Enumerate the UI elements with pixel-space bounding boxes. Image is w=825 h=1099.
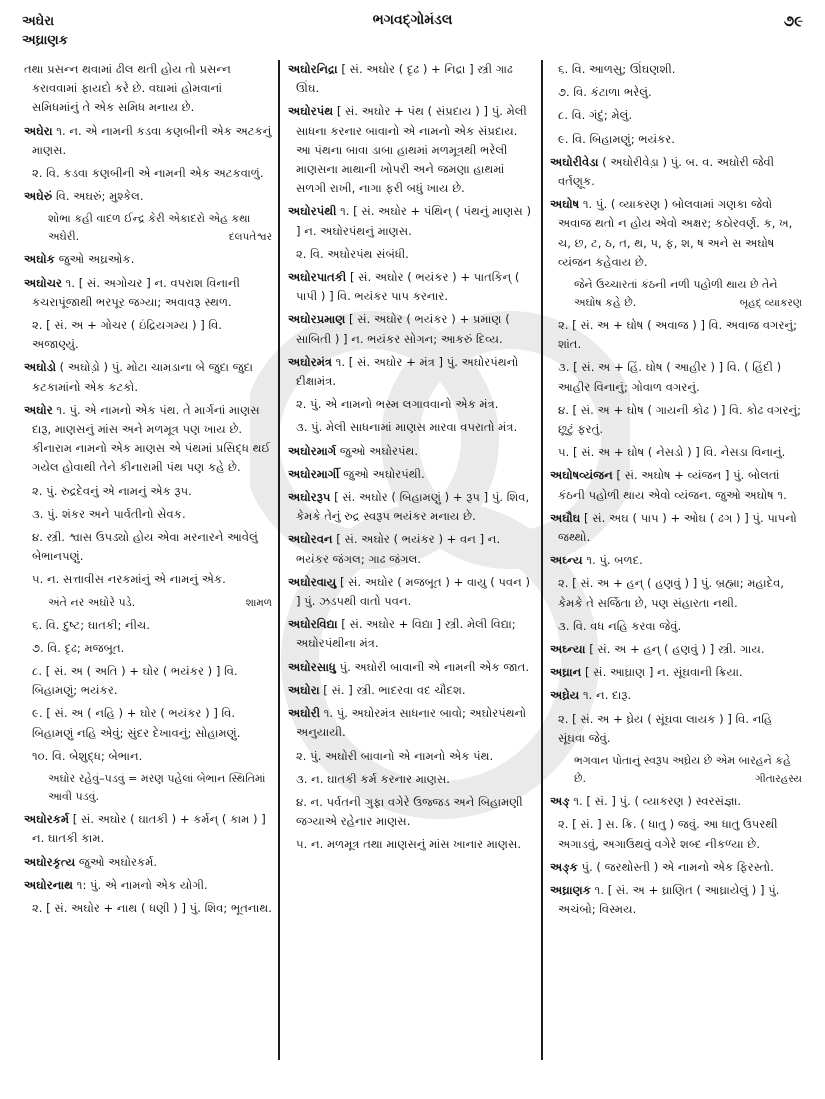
headword: અઘોર [24,402,53,417]
headword: અઘોરમાર્ગી [288,466,340,481]
headword: અઘોરવિદ્યા [288,617,338,632]
sense-line: ૭. વિ. કંટાળા ભરેલું. [558,85,652,100]
headword: અઘોરપ્રમાણ [288,312,346,327]
headword: અઘોરીવેડા [550,154,599,169]
definition: ૧: પું. એ નામનો એક યોગી. [76,877,208,892]
definition: [ સં. અઘોર ( ઘાતકી ) + કર્મન્ ( કામ ) ] ન. ઘાતકી કામ. [32,812,266,846]
sense-line: ૩. પું. મેલી સાધનામાં માણસ મારવા વપરાતો મંત્ર. [296,420,518,435]
sense-line: ૨. [ સં. અ + હન્ ( હણવું ) ] પું. બ્રહ્મા; મહાદેવ, કેમકે તે સર્જિતા છે, પણ સંહારતા નથી. [558,576,784,610]
sense-line: ૨. પું. રુદ્રદેવનું એ નામનું એક રૂપ. [32,483,192,498]
column-divider [278,60,280,1060]
dictionary-entry [288,353,534,391]
dictionary-entry [550,686,802,705]
headword: અઘોરરૂપ [288,490,331,505]
headword: અઙ્ક [550,859,578,874]
sense-line: ૮. વિ. ગંદું; મેલું. [558,108,633,123]
dictionary-entry [288,102,534,198]
headword: અઘોરસાધુ [288,659,336,674]
headword: અઘ્રેય [550,688,580,703]
headword: અઘોરકૃત્ય [24,854,76,869]
quote-text: ભગવાન પોતાનું સ્વરૂપ અઘ્રેય છે એમ બારહને કહે છે. [574,754,791,786]
sense-line: ૪. સ્ત્રી. શ્વાસ ઉપડ્યો હોય એવા મરનારને આવેલું બેભાનપણું. [32,530,258,564]
definition: [ સં. અઘોર + પંથ ( સંપ્રદાય ) ] પું. મેલી સાધના કરનાર બાવાનો એ નામનો એક સંપ્રદાય. આ પંથના બાવા ડાબા હાથમાં મળમૂત્રથી ભરેલી માણસના માથાની ખોપરી અને જમણા હાથમાં સળગી રાખી, નાગા ફરી બધું ખાય છે. [296,104,527,196]
definition: [ સં. અઘોર ( ભયંકર ) + પ્રમાણ ( સાબિતી ) ] ન. ભયંકર સોગન; આકરું દિવ્ય. [296,312,510,346]
definition: ૧. ન. એ નામની કડવા કણબીની એક અટકનું માણસ. [32,123,272,157]
dictionary-entry [288,60,534,98]
headword: અઙ્ [550,794,570,809]
headword: અઘ્ન્ય [550,553,583,568]
sense-line: ૨. [ સં. અ + ઘોષ ( અવાજ ) ] વિ. અવાજ વગરનું; શાંત. [558,318,798,352]
definition: ૧. [ સં. અઘોર + પંથિન્ ( પંથનું માણસ ) ] ન. અઘોરપંથનું માણસ. [296,204,531,238]
dictionary-entry [24,810,272,848]
sense-line: ૨. વિ. કડવા કણબીની એ નામની એક અટકવાળું. [32,166,264,181]
headword: અઘોરપાતકી [288,270,347,285]
quote-text: જેને ઉચ્ચારતાં કંઠની નળી પહોળી થાય છે તેને અઘોષ કહે છે. [574,278,778,310]
dictionary-entry [288,704,534,742]
headword: અઘોડો [24,360,56,375]
dictionary-entry [288,310,534,348]
sense-line: ૩. ન. ઘાતકી કર્મ કરનાર માણસ. [296,771,450,786]
definition: [ સં. અઘોર ( બિહામણું ) + રૂપ ] પું. શિવ, કેમકે તેનું રુદ્ર સ્વરૂપ ભયંકર મનાય છે. [296,490,530,524]
definition: [ સં. ] સ્ત્રી. ભાદરવા વદ ચૌદશ. [323,682,466,697]
headword: અઘોરા [288,682,320,697]
sense-line: ૩. [ સં. અ + હિં. ઘોષ ( આહીર ) ] વિ. ( હિંદી ) આહીર વિનાનું; ગોવાળ વગરનું. [558,360,782,394]
sense-line: ૯. [ સં. અ ( નહિ ) + ઘોર ( ભયંકર ) ] વિ. બિહામણું નહિ એવું; સુંદર દેખાવનું; સોહામણું. [32,706,241,740]
sense-line: ૬. વિ. આળસુ; ઊંઘણશી. [558,62,676,76]
definition: ૧. પું. બળદ. [586,553,643,568]
definition: ૧. પું. અઘોરમંત્ર સાધનાર બાવો; અઘોરપંથનો અનુયાયી. [296,706,527,740]
definition: [ સં. અ + હન્ ( હણવું ) ] સ્ત્રી. ગાય. [589,642,765,657]
sense-line: ૬. વિ. દુષ્ટ; ઘાતકી; નીચ. [32,617,150,632]
quote-source: ગીતારહસ્ય [755,773,802,786]
sense-line: ૨. [ સં. અ + ગોચર ( ઇંદ્રિયગમ્ય ) ] વિ. અજાણ્યું. [32,318,222,352]
citation-quote [574,276,802,312]
citation-quote [48,770,272,806]
headword: અઘોચર [24,275,62,290]
dictionary-entry [24,187,272,206]
dictionary-entry [288,488,534,526]
sense-line: ૯. વિ. બિહામણું; ભયંકર. [558,131,675,146]
headword: અઘોરવન [288,532,333,547]
dictionary-entry [550,881,802,919]
page-header [0,0,825,55]
sense-line: ૪. [ સં. અ + ઘોષ ( ગાયની કોઢ ) ] વિ. કોઢ વગરનું; છૂટું ફરતું. [558,402,802,437]
dictionary-entry [550,153,802,191]
dictionary-entry [288,681,534,700]
headword: અઘોરમાર્ગ [288,443,337,458]
dictionary-entry [288,442,534,461]
dictionary-entry [550,551,802,570]
definition: ૧. [ સં. અગોચર ] ન. વપરાશ વિનાની કચરાપૂંજાથી ભરપૂર જગ્યા; અવાવરૂ સ્થળ. [32,275,240,309]
dictionary-entry [550,858,802,877]
headword: અઘોરી [288,706,321,721]
sense-line: ૮. [ સં. અ ( અતિ ) + ઘોર ( ભયંકર ) ] વિ. બિહામણું; ભયંકર. [32,664,238,698]
definition: ૧. ન. દારૂ. [583,688,632,703]
column-2 [288,60,534,1095]
sense-line: ૨. પું. એ નામનો ભસ્મ લગાવવાનો એક મંત્ર. [296,397,499,412]
headword: અઘોરપંથ [288,104,334,119]
continuation-text: તથા પ્રસન્ન થવામાં ઢીલ થતી હોય તો પ્રસન્ન કરાવવામાં ફાયદો કરે છે. વઘામાં હોમવાનાં સમિધમાંનું તે એક સમિધ મનાય છે. [24,62,231,115]
sense-line: ૨. [ સં. અ + ઘ્રેય ( સૂંઘવા લાયક ) ] વિ. નહિ સૂંઘવા જેવું. [558,711,773,745]
quote-source: શામળ [245,596,272,609]
definition: વિ. અઘરું; મુશ્કેલ. [56,189,144,204]
dictionary-entry [288,465,534,484]
definition: જુઓ અઘોરપંથ. [339,443,419,458]
definition: ૧. પું. એ નામનો એક પંથ. તે માર્ગનાં માણસ દારૂ, માણસનું માંસ અને મળમૂત્ર પણ ખાય છે. કીનારામ નામનો એક માણસ એ પંથમાં પ્રસિદ્ધ થઈ ગયેલ હોવાથી તેને કીનારામી પંથ પણ કહે છે. [32,402,271,475]
definition: [ સં. અઘોર ( દૃઢ ) + નિદ્રા ] સ્ત્રી ગાઢ ઊંઘ. [296,62,513,96]
dictionary-entry [288,573,534,611]
quote-source: બૃહદ્ વ્યાકરણ [739,297,802,310]
dictionary-entry [288,202,534,240]
definition: ( અઘોડ઼ો ) પું. મોટા ચામડાના બે જુદા જુદા કટકામાંનો એક કટકો. [32,360,253,394]
quote-text: શોભા કહી વાદળ ઈન્દ્ર કેરી એકાદરો એહ કથા અઘેરી. [48,212,251,244]
headword: અઘોરમંત્ર [288,354,333,369]
dictionary-entry [288,530,534,568]
page-number: ૭૯ [783,12,803,30]
definition: ( અઘોરીવેડ઼ા ) પું. બ. વ. અઘોરી જેવી વર્તણૂક. [558,154,775,189]
headword: અઘેરા [24,123,53,138]
sense-line: ૫. ન. સત્તાવીસ નરકમાંનું એ નામનું એક. [32,572,226,587]
sense-line: ૨. [ સં. અઘોર + નાથ ( ધણી ) ] પું. શિવ; ભૂતનાથ. [32,900,272,915]
dictionary-entry [550,640,802,659]
quote-text: અંતે નર અઘોરે પડે. [48,595,136,609]
definition: પું. ( જરથોસ્તી ) એ નામનો એક ફિરસ્તો. [581,859,774,874]
definition: ૧. પું. ( વ્યાકરણ ) બોલવામાં ગણકા જેવો અવાજ થતો ન હોય એવો અક્ષર; કઠોરવર્ણ. ક, ખ, ચ, છ, ટ, ઠ, ત, થ, પ, ફ, શ, ષ અને સ અઘોષ વ્યંજન કહેવાય છે. [558,197,793,269]
definition: [ સં. અઘોર ( મજબૂત ) + વાયુ ( પવન ) ] પું. ઝડપથી વાતો પવન. [296,574,531,609]
headword: અઘોરવાયુ [288,574,337,589]
headword: અઘૌઘ [550,510,581,525]
sense-line: ૭. વિ. દૃઢ; મજબૂત. [32,640,125,655]
dictionary-entry [288,615,534,653]
definition: ૧. [ સં. ] પું. ( વ્યાકરણ ) સ્વરસંજ્ઞા. [573,794,742,809]
dictionary-entry [24,401,272,478]
definition: જુઓ અઘ્રઓક. [58,252,135,267]
dictionary-entry [550,466,802,504]
sense-line: ૪. ન. પર્વતની ગુફા વગેરે ઉજ્જડ અને બિહામણી જગ્યાએ રહેનાર માણસ. [296,794,523,829]
guide-word-first: અઘેરા [22,14,55,29]
dictionary-body [0,60,825,1099]
quote-source: દલપતેશ્વર [228,231,272,244]
headword: અઘોરપંથી [288,204,337,219]
definition: [ સં. અઘ ( પાપ ) + ઓઘ ( ઢગ ) ] પું. પાપનો જથ્થો. [558,510,797,545]
headword: અઘોક [24,252,55,267]
definition: [ સં. અઘોર + વિદ્યા ] સ્ત્રી. મેલી વિદ્યા; અઘોરપંથીના મંત્ર. [296,617,516,651]
guide-word-last: અઘ્રાણક [22,33,68,48]
column-3 [550,60,802,1095]
definition: પું. અઘોરી બાવાની એ નામની એક જાત. [339,659,530,674]
definition: [ સં. અઘોર ( ભયંકર ) + વન ] ન. ભયંકર જંગલ; ગાઢ જંગલ. [296,532,501,566]
headword: અઘોરનાથ [24,877,74,892]
column-divider [541,60,543,1060]
headword: અઘ્રાણક [550,882,591,897]
sense-line: ૫. [ સં. અ + ઘોષ ( નેસડો ) ] વિ. નેસડા વિનાનું. [558,445,786,460]
sense-line: ૧૦. વિ. બેશુદ્ધ; બેભાન. [32,748,143,763]
headword: અઘોરકર્મ [24,812,70,827]
dictionary-entry [24,358,272,396]
headword: અઘ્રાન [550,665,582,680]
dictionary-entry [24,876,272,895]
dictionary-entry [550,509,802,547]
sense-line: ૫. ન. મળમૂત્ર તથા માણસનું માંસ ખાનાર માણસ. [296,837,522,852]
dictionary-entry [288,268,534,306]
definition: ૧. [ સં. અઘોર + મંત્ર ] પું. અઘોરપંથનો દીક્ષામંત્ર. [296,354,519,389]
dictionary-entry [550,195,802,272]
definition: જુઓ અઘોરપંથી. [343,466,425,481]
dictionary-entry [24,853,272,872]
definition: [ સં. અઘોષ + વ્યંજન ] પું. બોલતાં કંઠની પહોળી થાય એવો વ્યંજન. જુઓ અઘોષ ૧. [558,468,787,502]
definition: ૧. [ સં. અ + ઘ્રાણિત ( આઘ્રાયેલું ) ] પું. અચંબો; વિસ્મય. [558,882,780,917]
sense-line: ૨. [ સં. ] સ. ક્રિ. ( ધાતુ ) જવું. આ ધાતુ ઉપરથી અગાડવું, અગાઉથવું વગેરે શબ્દ નીકળ્યા છે. [558,817,778,851]
dictionary-entry [550,792,802,811]
dictionary-entry [24,250,272,269]
quote-text: અઘોર રહેવું–પડવું = મરણ પહેલાં બેભાન સ્થિતિમાં આવી પડવું. [48,772,266,804]
sense-line: ૩. પું. શંકર અને પાર્વતીનો સેવક. [32,506,186,521]
citation-quote [48,210,272,246]
headword: અઘોરનિદ્રા [288,62,338,76]
dictionary-entry [24,122,272,160]
citation-quote [48,594,272,612]
definition: [ સં. અઘોર ( ભયંકર ) + પાતકિન્ ( પાપી ) ] વિ. ભયંકર પાપ કરનાર. [296,270,520,304]
dictionary-entry [288,658,534,677]
definition: જુઓ અઘોરકર્મ. [78,854,158,869]
column-1 [24,60,272,1095]
headword: અઘેરું [24,189,53,204]
sense-line: ૨. પું. અઘોરી બાવાનો એ નામનો એક પંથ. [296,748,494,763]
headword: અઘોષવ્યંજન [550,468,613,483]
citation-quote [574,752,802,788]
sense-line: ૩. વિ. વધ નહિ કરવા જેવું. [558,618,682,633]
headword: અઘ્ન્યા [550,642,586,657]
dictionary-entry [550,663,802,682]
definition: [ સં. આઘ્રાણ ] ન. સૂંઘવાની ક્રિયા. [584,665,743,680]
headword: અઘોષ [550,197,580,212]
sense-line: ૨. વિ. અઘોરપંથ સંબંધી. [296,246,409,261]
dictionary-title: ભગવદ્ગોમંડલ [372,12,453,28]
dictionary-entry [24,274,272,312]
